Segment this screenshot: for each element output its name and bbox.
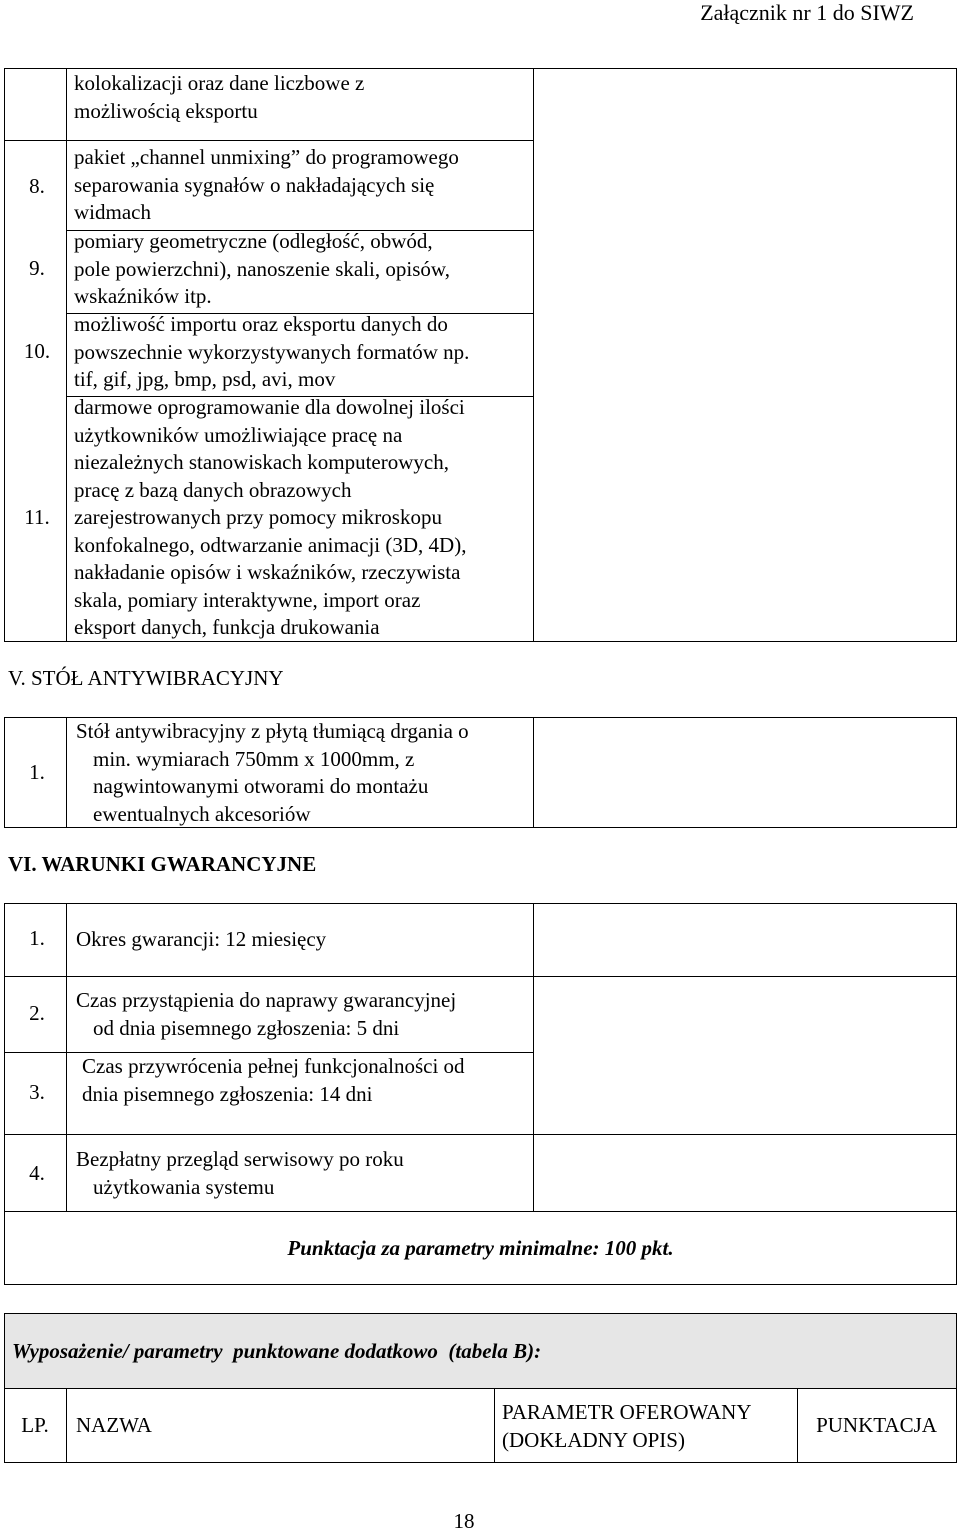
section-vi-title: VI. WARUNKI GWARANCYJNE xyxy=(8,852,317,876)
row-text-line: ewentualnych akcesoriów xyxy=(93,801,311,826)
table-a-col2-border xyxy=(533,68,534,642)
table-v-col2-border xyxy=(533,717,534,828)
row-number: 9. xyxy=(29,256,45,280)
row-number: 10. xyxy=(23,339,51,363)
column-header-parameter-line: PARAMETR OFEROWANY xyxy=(502,1400,752,1424)
table-row xyxy=(74,144,459,227)
table-row xyxy=(74,311,469,394)
table-vi-bottom-border xyxy=(4,1284,957,1285)
page-number: 18 xyxy=(453,1509,475,1533)
table-a-top-border xyxy=(4,68,957,69)
row-text-line: skala, pomiary interaktywne, import oraz xyxy=(74,587,421,612)
table-b-col2-border xyxy=(494,1388,495,1463)
table-v-right-border xyxy=(956,717,957,828)
row-text-line: dnia pisemnego zgłoszenia: 14 dni xyxy=(82,1081,373,1106)
table-vi-top-border xyxy=(4,903,957,904)
minimum-score-summary: Punktacja za parametry minimalne: 100 pkt. xyxy=(287,1236,674,1260)
row-text-line: min. wymiarach 750mm x 1000mm, z xyxy=(93,746,415,771)
row-text-line: Stół antywibracyjny z płytą tłumiącą drgania o xyxy=(76,719,469,743)
column-header-lp: LP. xyxy=(21,1413,49,1437)
column-header-points: PUNKTACJA xyxy=(816,1413,937,1437)
row-text-line: tif, gif, jpg, bmp, psd, avi, mov xyxy=(74,367,336,391)
row-text-line: konfokalnego, odtwarzanie animacji (3D, 4D), xyxy=(74,532,467,557)
row-text-line: Czas przywrócenia pełnej funkcjonalności od xyxy=(82,1054,465,1078)
row-text-line: kolokalizacji oraz dane liczbowe z xyxy=(74,71,365,95)
row-text-line: powszechnie wykorzystywanych formatów np. xyxy=(74,339,470,364)
column-header-name: NAZWA xyxy=(76,1413,152,1437)
row-text-line: widmach xyxy=(74,200,151,224)
column-header-parameter xyxy=(502,1398,752,1454)
row-text-line: użytkowania systemu xyxy=(93,1174,275,1199)
row-text-line: Okres gwarancji: 12 miesięcy xyxy=(76,927,327,951)
table-row xyxy=(76,926,326,954)
row-text-line: od dnia pisemnego zgłoszenia: 5 dni xyxy=(93,1015,400,1040)
table-row xyxy=(74,228,450,311)
table-row xyxy=(74,394,466,642)
row-text-line: separowania sygnałów o nakładających się xyxy=(74,172,435,197)
row-text-line: zarejestrowanych przy pomocy mikroskopu xyxy=(74,505,442,529)
row-separator xyxy=(4,1134,957,1135)
table-a-right-border xyxy=(956,68,957,642)
table-row xyxy=(82,1053,465,1108)
column-header-parameter-line: (DOKŁADNY OPIS) xyxy=(502,1428,685,1452)
table-row xyxy=(76,1146,404,1201)
table-b-title-separator xyxy=(4,1388,957,1389)
row-text-line: Bezpłatny przegląd serwisowy po roku xyxy=(76,1147,404,1171)
row-number: 1. xyxy=(29,760,45,784)
table-row xyxy=(76,987,456,1042)
table-row xyxy=(74,70,364,125)
row-text-line: Czas przystąpienia do naprawy gwarancyjnej xyxy=(76,988,457,1012)
row-separator xyxy=(4,976,957,977)
table-b-bottom-border xyxy=(4,1462,957,1463)
row-text-line: pracę z bazą danych obrazowych xyxy=(74,477,352,502)
row-text-line: darmowe oprogramowanie dla dowolnej ilości xyxy=(74,395,465,419)
row-number: 8. xyxy=(29,174,45,198)
table-b-col1-border xyxy=(66,1388,67,1463)
attachment-header: Załącznik nr 1 do SIWZ xyxy=(700,0,914,25)
section-v-title: V. STÓŁ ANTYWIBRACYJNY xyxy=(8,666,284,690)
row-separator xyxy=(4,140,534,141)
row-text-line: pole powierzchni), nanoszenie skali, opisów, xyxy=(74,256,450,281)
row-text-line: niezależnych stanowiskach komputerowych, xyxy=(74,450,449,474)
row-number: 1. xyxy=(29,926,45,950)
row-number: 3. xyxy=(29,1080,45,1104)
table-b-title: Wyposażenie/ parametry punktowane dodatkowo (tabela B): xyxy=(12,1339,542,1363)
row-text-line: wskaźników itp. xyxy=(74,284,212,308)
table-vi-right-border xyxy=(956,903,957,1285)
row-number: 2. xyxy=(29,1001,45,1025)
row-separator xyxy=(4,1211,957,1212)
row-number: 4. xyxy=(29,1161,45,1185)
row-text-line: pakiet „channel unmixing” do programowego xyxy=(74,145,459,169)
row-number: 11. xyxy=(24,505,50,529)
row-text-line: nakładanie opisów i wskaźników, rzeczywista xyxy=(74,560,461,584)
table-row xyxy=(76,718,469,828)
row-text-line: nagwintowanymi otworami do montażu xyxy=(93,774,429,798)
row-text-line: możliwość importu oraz eksportu danych do xyxy=(74,312,448,336)
table-b-top-border xyxy=(4,1313,957,1314)
row-text-line: pomiary geometryczne (odległość, obwód, xyxy=(74,229,433,253)
row-text-line: możliwością eksportu xyxy=(74,98,258,123)
table-vi-col2-border xyxy=(533,903,534,1212)
row-text-line: eksport danych, funkcja drukowania xyxy=(74,615,380,639)
row-text-line: użytkowników umożliwiające pracę na xyxy=(74,422,403,447)
